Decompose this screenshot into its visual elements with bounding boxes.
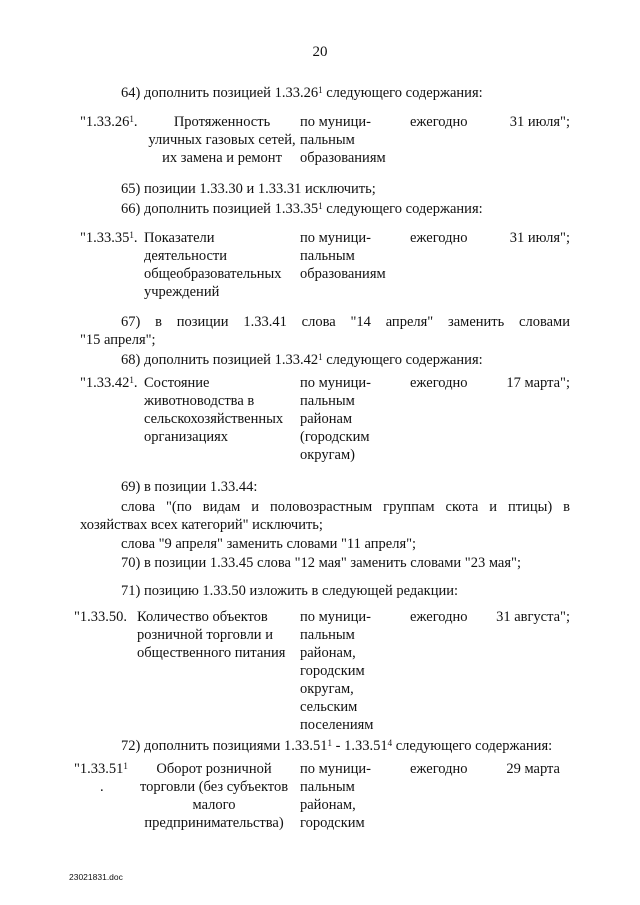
paragraph-70: 70) в позиции 1.33.45 слова "12 мая" заменить словами "23 мая"; — [121, 555, 521, 571]
row-recipient: по муници- пальным образованиям — [300, 114, 386, 166]
row-frequency: ежегодно — [410, 230, 468, 246]
paragraph-67-line1: 67) в позиции 1.33.41 слова "14 апреля" заменить словами — [121, 314, 570, 330]
paragraph-69b: слова "9 апреля" заменить словами "11 апреля"; — [121, 536, 417, 552]
row-recipient: по муници- пальным районам, городским округам, сельским поселениям — [300, 609, 374, 733]
paragraph-69: 69) в позиции 1.33.44: — [121, 479, 258, 495]
row-code: "1.33.51$^1$ . — [74, 761, 128, 795]
paragraph-68: 68) дополнить позицией 1.33.42$^1$ следующего содержания: — [121, 352, 483, 368]
paragraph-66: 66) дополнить позицией 1.33.35$^1$ следующего содержания: — [121, 201, 483, 217]
paragraph-69a-line2: хозяйствах всех категорий" исключить; — [80, 517, 323, 533]
row-frequency: ежегодно — [410, 375, 468, 391]
row-code: "1.33.35$^1$. — [80, 230, 138, 246]
row-date: 31 июля"; — [509, 230, 570, 246]
paragraph-65: 65) позиции 1.33.30 и 1.33.31 исключить; — [121, 181, 376, 197]
row-date: 31 августа"; — [496, 609, 570, 625]
row-date: 29 марта — [506, 761, 560, 777]
row-name: Оборот розничной торговли (без субъектов малого предпринимательства) — [139, 761, 289, 831]
row-date: 17 марта"; — [506, 375, 570, 391]
row-name: Показатели деятельности общеобразовательных учреждений — [144, 230, 282, 300]
row-name: Количество объектов розничной торговли и общественного питания — [137, 609, 286, 661]
paragraph-64: 64) дополнить позицией 1.33.26$^1$ следующего содержания: — [121, 85, 483, 101]
row-recipient: по муници- пальным районам, городским — [300, 761, 371, 831]
footer-filename: 23021831.doc — [69, 872, 123, 882]
row-name: Состояние животноводства в сельскохозяйственных организациях — [144, 375, 284, 445]
row-recipient: по муници- пальным районам (городским округам) — [300, 375, 371, 463]
row-date: 31 июля"; — [509, 114, 570, 130]
row-code: "1.33.26$^1$. — [80, 114, 138, 130]
row-recipient: по муници- пальным образованиям — [300, 230, 386, 282]
page-number: 20 — [312, 44, 328, 60]
row-code: "1.33.42$^1$. — [80, 375, 138, 391]
row-name: Протяженность уличных газовых сетей, их замена и ремонт — [148, 114, 296, 166]
row-frequency: ежегодно — [410, 114, 468, 130]
paragraph-69a-line1: слова "(по видам и половозрастным группам скота и птицы) в — [121, 499, 570, 515]
paragraph-67-line2: "15 апреля"; — [80, 332, 156, 348]
row-frequency: ежегодно — [410, 609, 468, 625]
row-code: "1.33.50. — [74, 609, 128, 625]
paragraph-72: 72) дополнить позициями 1.33.51$^1$ - 1.33.51$^4$ следующего содержания: — [121, 738, 553, 754]
row-frequency: ежегодно — [410, 761, 468, 777]
paragraph-71: 71) позицию 1.33.50 изложить в следующей редакции: — [121, 583, 459, 599]
